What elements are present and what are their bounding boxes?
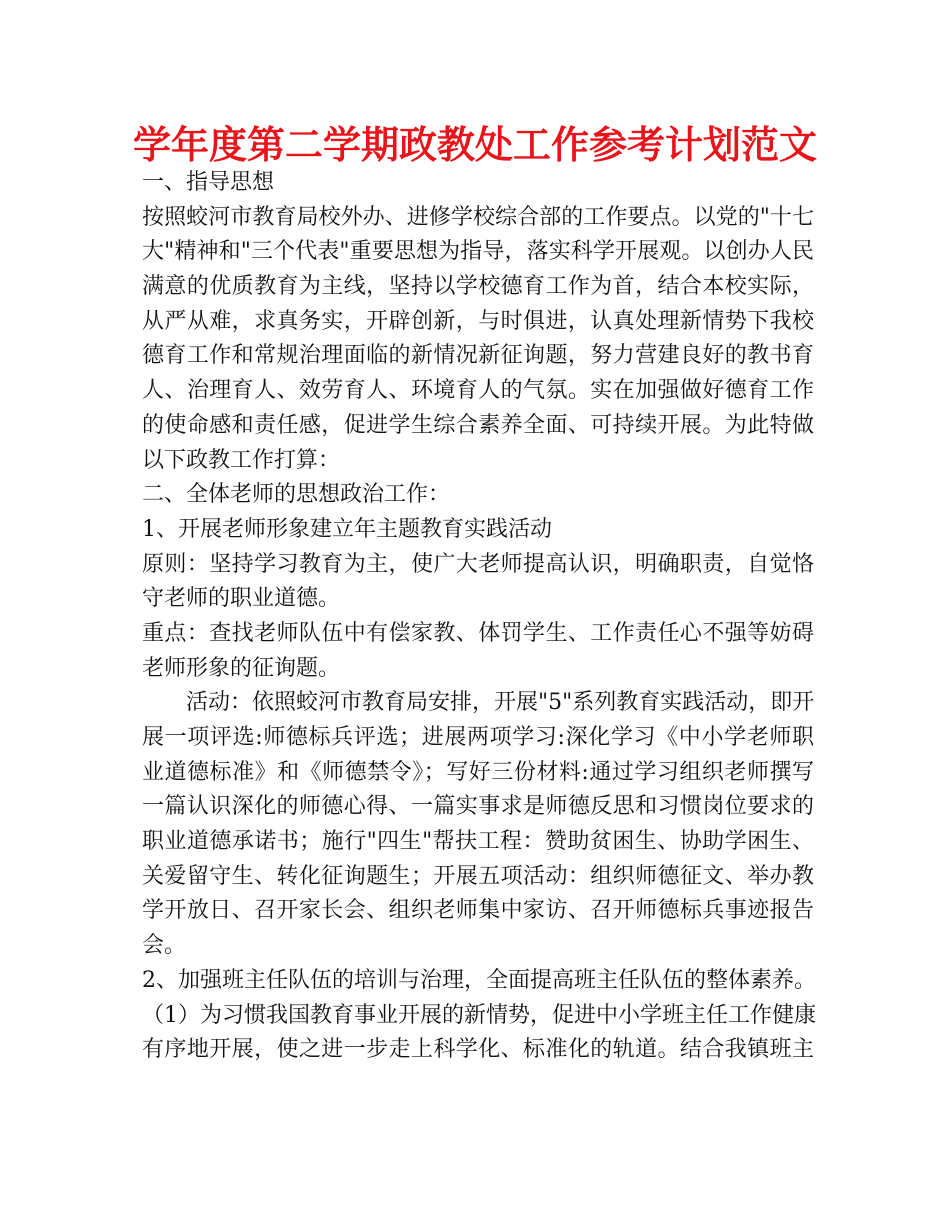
text-line: 原则：坚持学习教育为主，使广大老师提高认识，明确职责，自觉恪 <box>142 551 814 577</box>
text-line: 有序地开展，使之进一步走上科学化、标准化的轨道。结合我镇班主 <box>142 1037 814 1063</box>
text-line: 1、开展老师形象建立年主题教育实践活动 <box>142 516 552 542</box>
text-line: 业道德标准》和《师德禁令》；写好三份材料:通过学习组织老师撰写 <box>142 759 814 785</box>
text-line: 展一项评选:师德标兵评选；进展两项学习:深化学习《中小学老师职 <box>142 725 814 750</box>
text-line: 以下政教工作打算： <box>142 447 341 473</box>
text-line: 职业道德承诺书；施行"四生"帮扶工程：赞助贫困生、协助学困生、 <box>142 829 814 855</box>
text-line: 2、加强班主任队伍的培训与治理，全面提高班主任队伍的整体素养。 <box>142 967 816 993</box>
text-line: 二、全体老师的思想政治工作： <box>142 482 451 508</box>
text-line: 从严从难，求真务实，开辟创新，与时俱进，认真处理新情势下我校 <box>142 308 814 334</box>
document-body <box>142 166 814 1068</box>
document-title: 学年度第二学期政教处工作参考计划范文 <box>132 123 817 167</box>
text-line: （1）为习惯我国教育事业开展的新情势，促进中小学班主任工作健康 <box>142 1002 816 1028</box>
text-line: 德育工作和常规治理面临的新情况新征询题，努力营建良好的教书育 <box>142 343 814 369</box>
text-line: 人、治理育人、效劳育人、环境育人的气氛。实在加强做好德育工作 <box>142 378 814 404</box>
text-line: 一、指导思想 <box>142 170 275 195</box>
text-line: 按照蛟河市教育局校外办、进修学校综合部的工作要点。以党的"十七 <box>142 204 814 230</box>
text-line: 大"精神和"三个代表"重要思想为指导，落实科学开展观。以创办人民 <box>142 239 814 265</box>
text-line: 关爱留守生、转化征询题生；开展五项活动：组织师德征文、举办教 <box>142 863 814 889</box>
text-line: 老师形象的征询题。 <box>142 655 341 681</box>
text-line: 一篇认识深化的师德心得、一篇实事求是师德反思和习惯岗位要求的 <box>142 794 814 820</box>
text-line: 重点：查找老师队伍中有偿家教、体罚学生、工作责任心不强等妨碍 <box>142 620 814 646</box>
text-line: 会。 <box>142 933 187 959</box>
text-line: 的使命感和责任感，促进学生综合素养全面、可持续开展。为此特做 <box>142 412 814 438</box>
text-line: 学开放日、召开家长会、组织老师集中家访、召开师德标兵事迹报告 <box>142 898 814 924</box>
text-line: 活动：依照蛟河市教育局安排，开展"5"系列教育实践活动，即开 <box>186 690 815 716</box>
text-line: 满意的优质教育为主线，坚持以学校德育工作为首，结合本校实际， <box>142 274 814 300</box>
text-line: 守老师的职业道德。 <box>142 586 341 612</box>
